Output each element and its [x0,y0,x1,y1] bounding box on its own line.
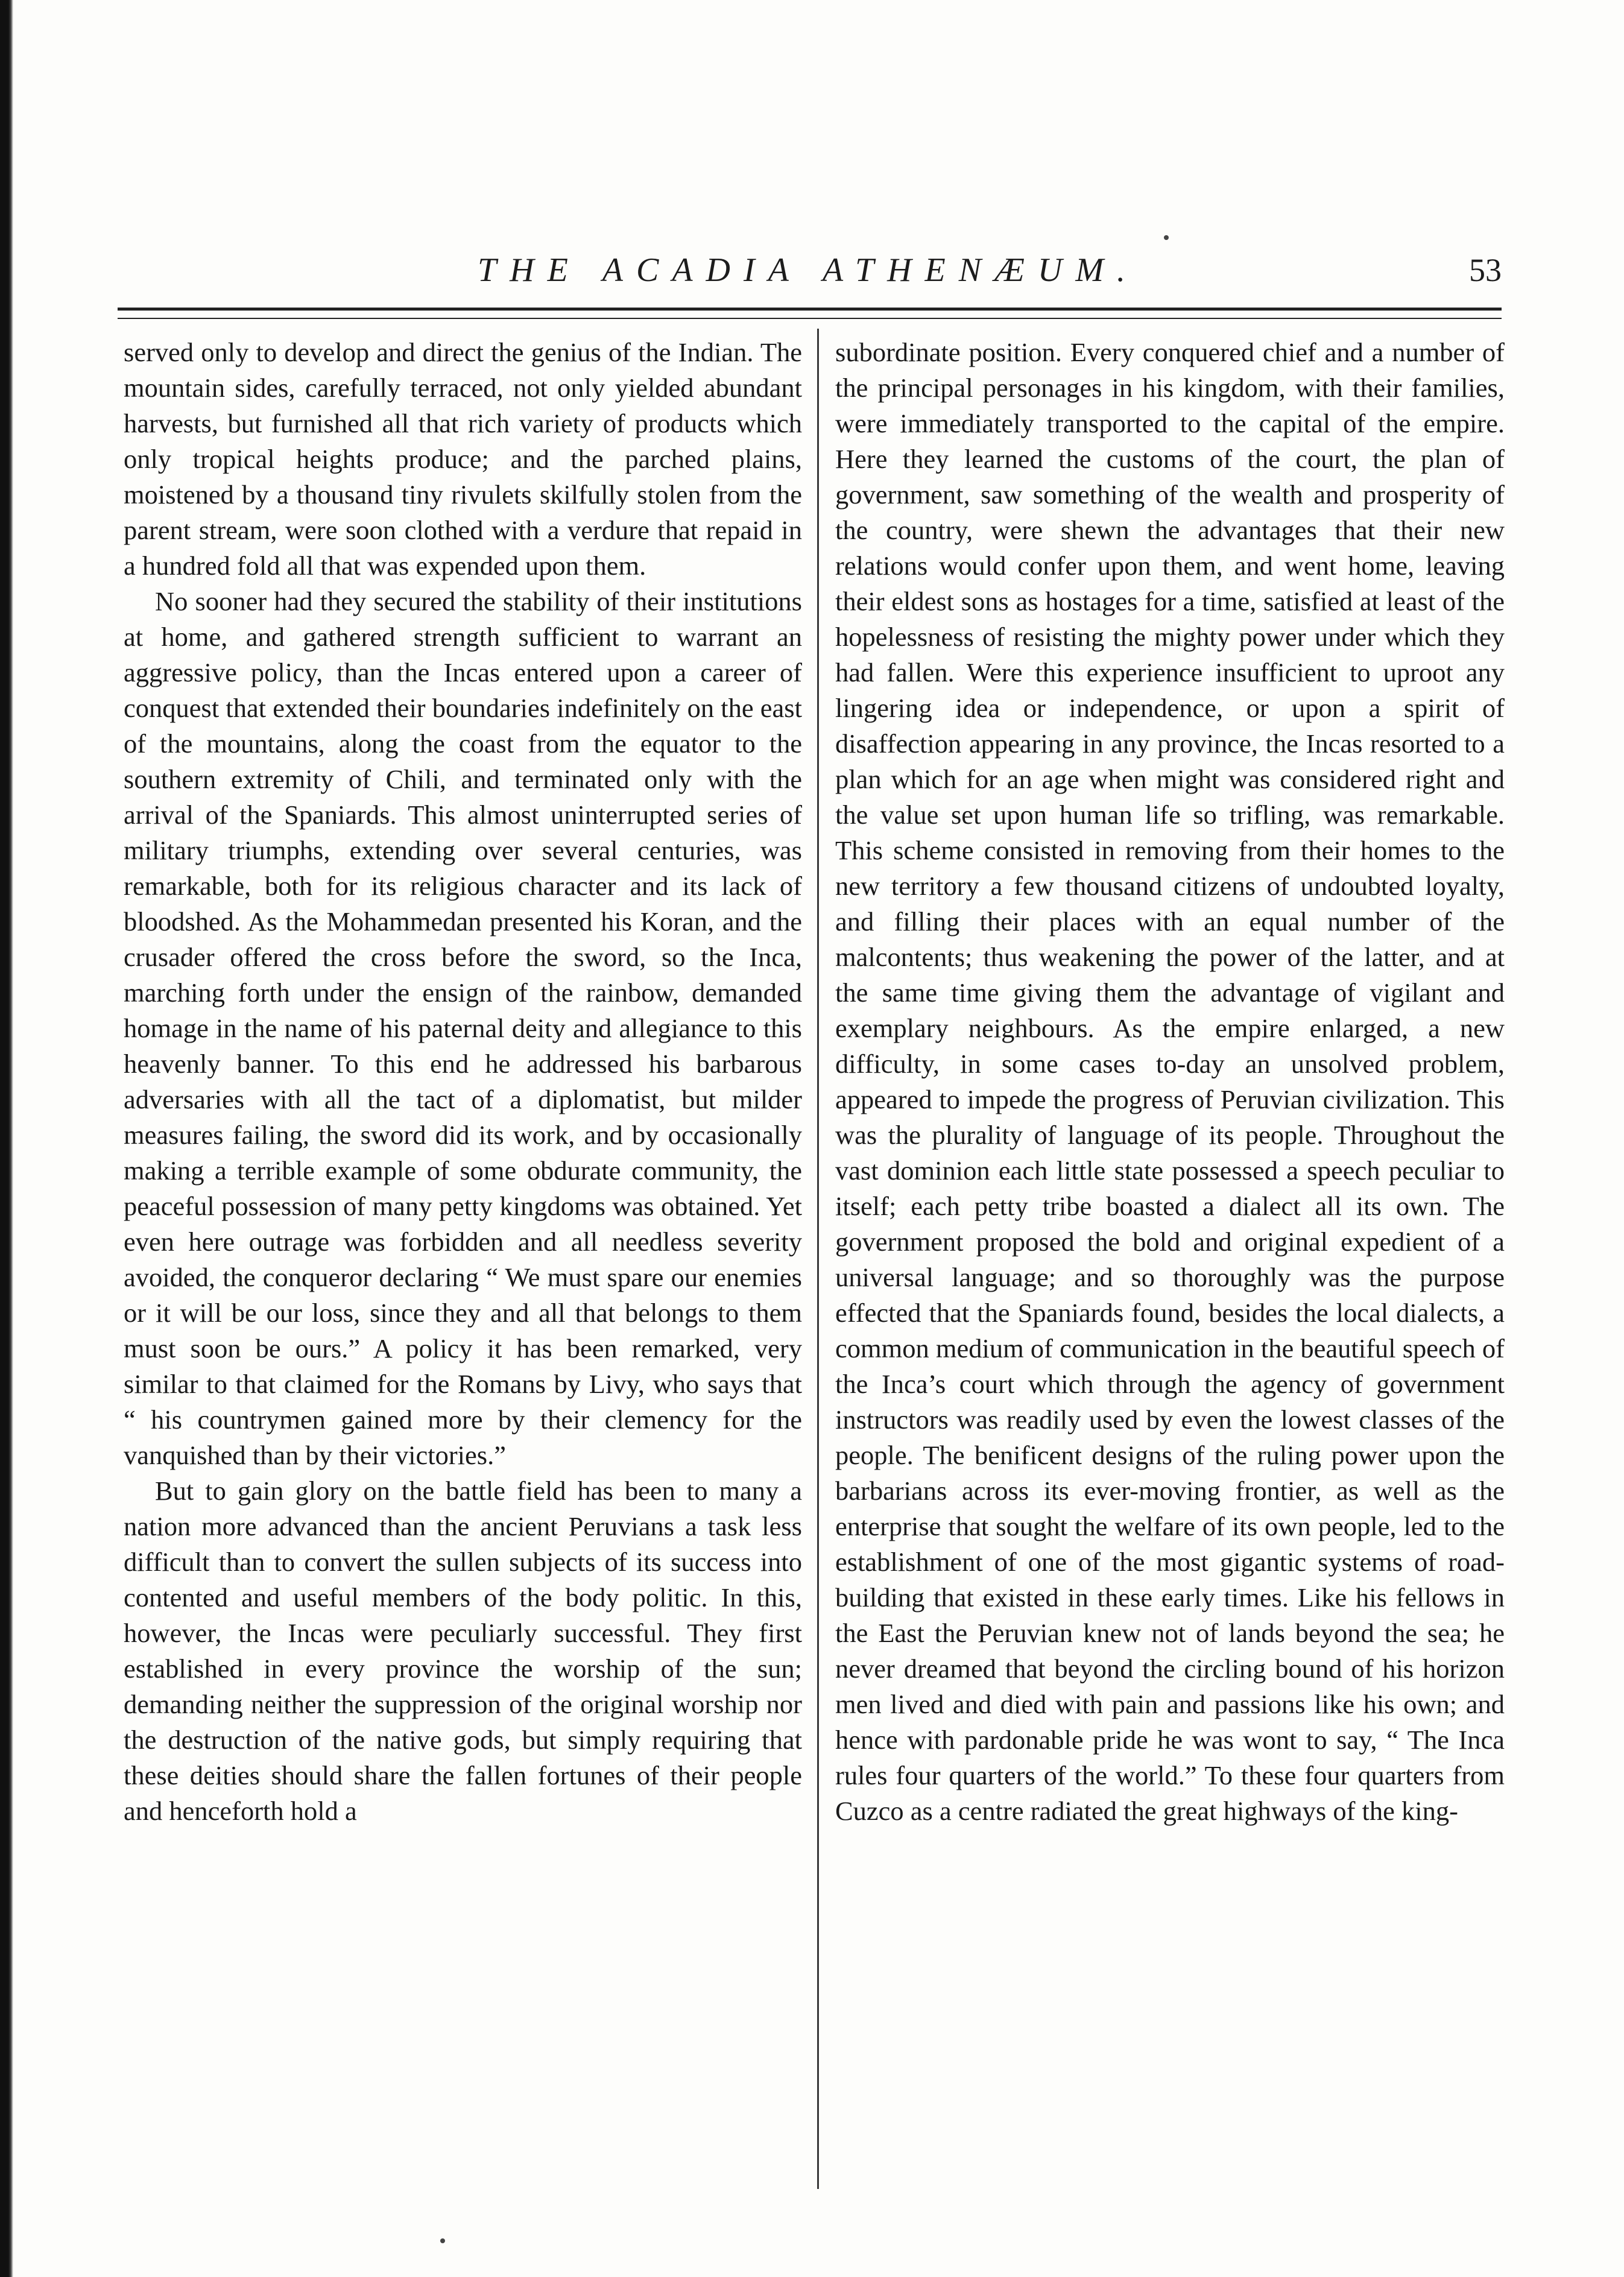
right-column [835,335,1505,2204]
running-title: THE ACADIA ATHENÆUM. [478,251,1139,289]
left-paragraph-2: No sooner had they secured the stability of their institutions at home, and gathered strength sufficient to warrant an aggressive policy, than the Incas entered upon a career of conquest that extended their boundaries indefinitely on the east of the mountains, along the coast from the equator to the southern extremity of Chili, and terminated only with the arrival of the Spaniards. This almost uninterrupted series of military triumphs, extending over several centuries, was remarkable, both for its religious character and its lack of bloodshed. As the Mohammedan presented his Koran, and the crusader offered the cross before the sword, so the Inca, marching forth under the ensign of the rainbow, demanded homage in the name of his paternal deity and allegiance to this heavenly banner. To this end he addressed his barbarous adversaries with all the tact of a diplomatist, but milder measures failing, the sword did its work, and by occasionally making a terrible example of some obdurate community, the peaceful possession of many petty kingdoms was obtained. Yet even here outrage was forbidden and all needless severity avoided, the conqueror declaring “ We must spare our enemies or it will be our loss, since they and all that belongs to them must soon be ours.” A policy it has been remarked, very similar to that claimed for the Romans by Livy, who says that “ his countrymen gained more by their clemency for the vanquished than by their victories.” [124,586,802,1470]
binding-edge [0,0,13,2277]
header-rule-thin [118,318,1502,319]
left-paragraph-3: But to gain glory on the battle field has been to many a nation more advanced than the ancient Peruvians a task less difficult than to convert the sullen subjects of its success into contented and useful members of the body politic. In this, however, the Incas were peculiarly successful. They first established in every province the worship of the sun; demanding neither the suppression of the original worship nor the destruction of the native gods, but simply requiring that these deities should share the fallen fortunes of their people and henceforth hold a [124,1476,802,1826]
header-rule-thick [118,308,1502,311]
print-speck [440,2238,445,2243]
left-paragraph-1: served only to develop and direct the genius of the Indian. The mountain sides, carefully terraced, not only yielded abundant harvests, but furnished all that rich variety of products which only tropical heights produce; and the parched plains, moistened by a thousand tiny rivulets skilfully stolen from the parent stream, were soon clothed with a verdure that repaid in a hundred fold all that was expended upon them. [124,337,802,581]
left-column [124,335,802,2204]
column-divider [817,329,819,2189]
right-paragraph-1: subordinate position. Every conquered chief and a number of the principal personages in his kingdom, with their families, were immediately transported to the capital of the empire. Here they learned the customs of the court, the plan of government, saw something of the wealth and prosperity of the country, were shewn the advantages that their new relations would confer upon them, and went home, leaving their eldest sons as hostages for a time, satisfied at least of the hopelessness of resisting the mighty power under which they had fallen. Were this experience insufficient to uproot any lingering idea or independence, or upon a spirit of disaffection appearing in any province, the Incas resorted to a plan which for an age when might was considered right and the value set upon human life so trifling, was remarkable. This scheme consisted in removing from their homes to the new territory a few thousand citizens of undoubted loyalty, and filling their places with an equal number of the malcontents; thus weakening the power of the latter, and at the same time giving them the advantage of vigilant and exemplary neighbours. As the empire enlarged, a new difficulty, in some cases to-day an unsolved problem, appeared to impede the progress of Peruvian civilization. This was the plurality of language of its people. Throughout the vast dominion each little state possessed a speech peculiar to itself; each petty tribe boasted a dialect all its own. The government proposed the bold and original expedient of a universal language; and so thoroughly was the purpose effected that the Spaniards found, besides the local dialects, a common medium of communication in the beautiful speech of the Inca’s court which through the agency of government instructors was readily used by even the lowest classes of the people. The benificent designs of the ruling power upon the barbarians across its ever-moving frontier, as well as the enterprise that sought the welfare of its own people, led to the establishment of one of the most gigantic systems of road-building that existed in these early times. Like his fellows in the East the Peruvian knew not of lands beyond the sea; he never dreamed that beyond the circling bound of his horizon men lived and died with pain and passions like his own; and hence with pardonable pride he was wont to say, “ The Inca rules four quarters of the world.” To these four quarters from Cuzco as a centre radiated the great highways of the king- [835,337,1505,1826]
page-header [115,246,1502,306]
print-speck [1164,235,1169,240]
page-number: 53 [1469,252,1502,288]
